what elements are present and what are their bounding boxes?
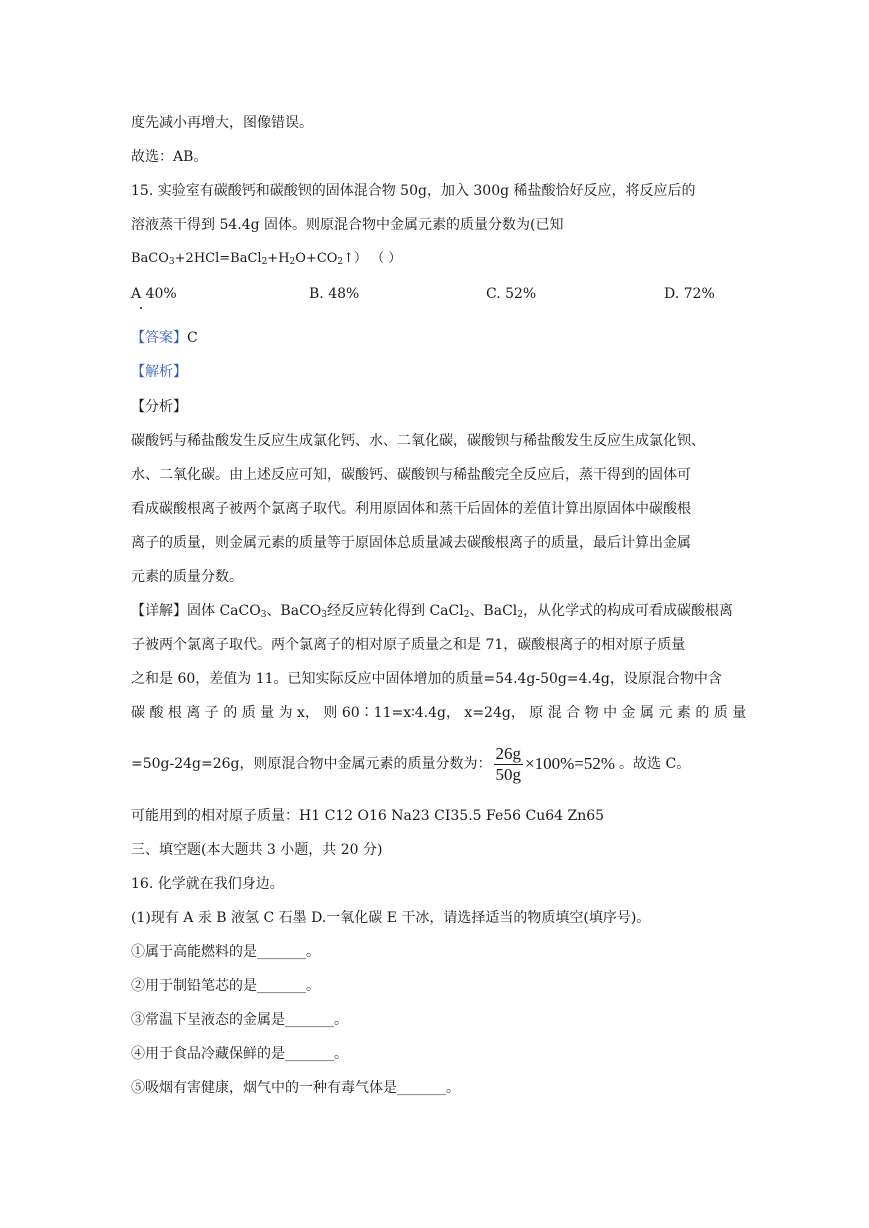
section-heading: 三、填空题(本大题共 3 小题，共 20 分) bbox=[131, 842, 383, 858]
text-line: 之和是 60，差值为 11。已知实际反应中固体增加的质量=54.4g-50g=4.4g，设原混合物中含 bbox=[131, 671, 722, 687]
question-15-line: 15. 实验室有碳酸钙和碳酸钡的固体混合物 50g，加入 300g 稀盐酸恰好反应，将反应后的 bbox=[131, 183, 696, 199]
text-line: 离子的质量，则金属元素的质量等于原固体总质量减去碳酸根离子的质量，最后计算出金属 bbox=[131, 535, 691, 551]
text-line: 元素的质量分数。 bbox=[131, 569, 243, 585]
sub-question: ①属于高能燃料的是_______。 bbox=[131, 944, 320, 960]
detail-line: 【详解】固体 CaCO$_3$、BaCO$_3$经反应转化得到 CaCl$_2$、BaCl$_2$，从化学式的构成可看成碳酸根离 bbox=[131, 603, 733, 620]
answer-line bbox=[131, 328, 198, 348]
text-line: 水、二氧化碳。由上述反应可知，碳酸钙、碳酸钡与稀盐酸完全反应后，蒸干得到的固体可 bbox=[131, 467, 691, 483]
option-a-dot bbox=[140, 307, 142, 309]
text-line: 看成碳酸根离子被两个氯离子取代。利用原固体和蒸干后固体的差值计算出原固体中碳酸根 bbox=[131, 501, 691, 517]
text-line: 碳酸钙与稀盐酸发生反应生成氯化钙、水、二氧化碳，碳酸钡与稀盐酸发生反应生成氯化钡、 bbox=[131, 433, 705, 449]
option-b: B. 48% bbox=[309, 286, 360, 302]
fenxi-tag: 【分析】 bbox=[131, 399, 187, 415]
option-c: C. 52% bbox=[486, 286, 537, 302]
option-d: D. 72% bbox=[664, 286, 715, 302]
atomic-masses: 可能用到的相对原子质量：H1 C12 O16 Na23 CI35.5 Fe56 Cu64 Zn65 bbox=[131, 808, 605, 824]
question-16-part-1: (1)现有 A 汞 B 液氢 C 石墨 D.一氧化碳 E 干冰，请选择适当的物质填空(填序号)。 bbox=[131, 910, 651, 926]
formula-line: =50g-24g=26g，则原混合物中金属元素的质量分数为： $\frac{26g}{50g}$ ×100%=52% 。故选 C。 bbox=[131, 743, 691, 784]
option-a: A 40% bbox=[131, 286, 177, 302]
sub-question: ④用于食品冷藏保鲜的是_______。 bbox=[131, 1046, 348, 1062]
text-line: 故选：AB。 bbox=[131, 149, 208, 165]
question-16-title: 16. 化学就在我们身边。 bbox=[131, 876, 284, 892]
text-line: 子被两个氯离子取代。两个氯离子的相对原子质量之和是 71，碳酸根离子的相对原子质量 bbox=[131, 637, 686, 653]
analysis-tag: 【解析】 bbox=[131, 364, 187, 380]
text-line: 碳 酸 根 离 子 的 质 量 为 x， 则 60∶11=x∶4.4g， x=24g， 原 混 合 物 中 金 属 元 素 的 质 量 bbox=[131, 705, 747, 721]
sub-question: ③常温下呈液态的金属是_______。 bbox=[131, 1012, 348, 1028]
text-line: 度先减小再增大，图像错误。 bbox=[131, 115, 313, 131]
sub-question: ②用于制铅笔芯的是_______。 bbox=[131, 978, 320, 994]
answer-tag: 【答案】 bbox=[131, 330, 187, 346]
question-15-line: 溶液蒸干得到 54.4g 固体。则原混合物中金属元素的质量分数为(已知 bbox=[131, 217, 564, 233]
answer-value: C bbox=[187, 330, 198, 346]
sub-question: ⑤吸烟有害健康，烟气中的一种有毒气体是_______。 bbox=[131, 1080, 460, 1096]
chemical-equation: $BaCO_3+2HCl=BaCl_2+H_2O+CO_2↑$） （ ） bbox=[131, 251, 402, 267]
fraction: $\frac{26g}{50g}$ bbox=[495, 743, 522, 784]
